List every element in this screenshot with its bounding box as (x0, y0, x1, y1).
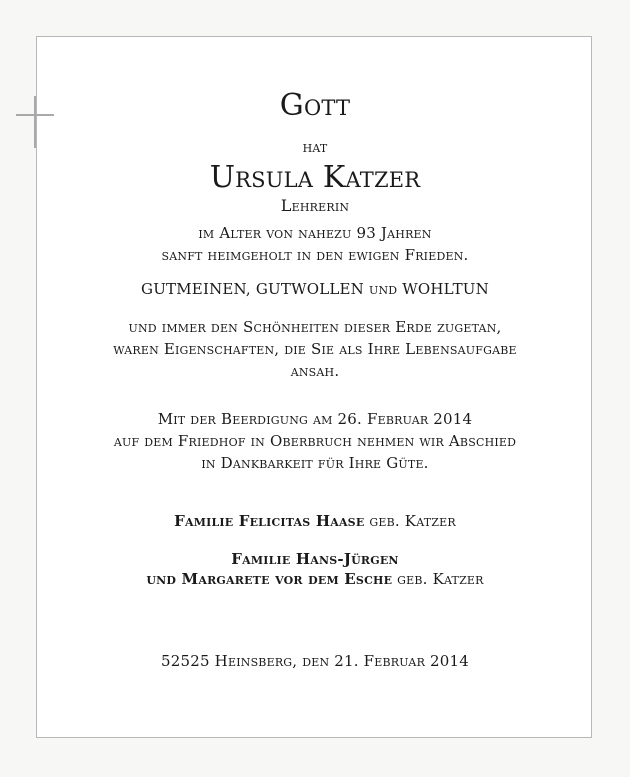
family-2-line-1: Familie Hans-Jürgen (231, 550, 399, 568)
verb-line: hat (302, 138, 328, 156)
virtues-line (0, 280, 630, 298)
virtue-2: GUTWOLLEN (255, 280, 364, 298)
family-1 (0, 512, 630, 530)
place-date: 52525 Heinsberg, den 21. Februar 2014 (161, 652, 469, 670)
virtue-3: WOHLTUN (402, 280, 489, 298)
beauty-line-3: ansah. (290, 362, 340, 380)
virtue-1: GUTMEINEN (141, 280, 246, 298)
peace-line: sanft heimgeholt in den ewigen Frieden. (161, 246, 469, 264)
family-1-name: Familie Felicitas Haase (174, 512, 365, 530)
beauty-line-2: waren Eigenschaften, die Sie als Ihre Lebensaufgabe (113, 340, 517, 358)
beauty-line-1: und immer den Schönheiten dieser Erde zugetan, (128, 318, 502, 336)
deceased-profession: Lehrerin (280, 196, 350, 215)
virtue-separator: , (245, 280, 256, 298)
family-1-suffix: geb. Katzer (364, 512, 456, 530)
funeral-line-3: in Dankbarkeit für Ihre Güte. (201, 454, 429, 472)
page-title: Gott (279, 88, 351, 123)
virtue-and: und (364, 280, 403, 298)
family-2-name: und Margarete vor dem Esche (146, 570, 393, 588)
funeral-line-2: auf dem Friedhof in Oberbruch nehmen wir Abschied (113, 432, 517, 450)
deceased-name: Ursula Katzer (209, 160, 421, 195)
age-line: im Alter von nahezu 93 Jahren (198, 224, 432, 242)
funeral-line-1: Mit der Beerdigung am 26. Februar 2014 (157, 410, 473, 428)
family-2-suffix: geb. Katzer (392, 570, 484, 588)
family-2-line-2 (0, 570, 630, 588)
